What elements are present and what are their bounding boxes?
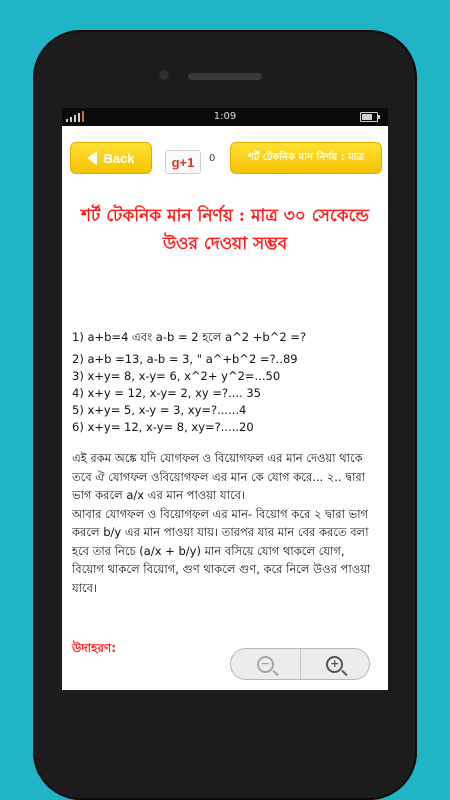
article-title: শর্ট টেকনিক মান নির্ণয় : মাত্র ৩০ সেকেন্ডে উওর দেওয়া সম্ভব xyxy=(80,206,370,254)
zoom-in-button[interactable] xyxy=(300,649,370,679)
screen xyxy=(62,108,388,690)
status-time: 1:09 xyxy=(213,111,237,122)
toolbar xyxy=(62,126,388,176)
back-label: Back xyxy=(103,150,135,166)
signal-icon xyxy=(66,111,84,122)
back-arrow-icon xyxy=(87,151,97,165)
back-button[interactable] xyxy=(70,142,152,174)
question-item: 5) x+y= 5, x-y = 3, xy=?......4 xyxy=(72,403,247,417)
zoom-out-icon: − xyxy=(257,656,274,673)
question-item: 6) x+y= 12, x-y= 8, xy=?.....20 xyxy=(72,420,254,434)
question-item: 4) x+y = 12, x-y= 2, xy =?.... 35 xyxy=(72,386,261,400)
zoom-control xyxy=(230,648,370,680)
gplus-count: 0 xyxy=(209,153,216,164)
explanation-paragraph-2: আবার যোগফল ও বিয়োগফল এর মান- বিয়োগ করে ২ দ্বারা ভাগ করলে b/y এর মান পাওয়া যায়। তারপর যার মান বের করতে বলা হবে তার নিচে (a/x + b/y) মান বসিয়ে যোগ থাকলে যোগ, বিয়োগ থাকলে বিয়োগ, গুণ থাকলে গুণ, করে নিলে উওর পাওয়া যাবে। xyxy=(72,506,371,595)
question-list xyxy=(72,329,388,436)
title-marquee: শর্ট টেকনিক মান নির্ণয় : মাত্র xyxy=(230,142,382,174)
camera-icon xyxy=(159,70,169,80)
zoom-in-icon: + xyxy=(326,656,343,673)
status-bar xyxy=(62,108,388,126)
article-content[interactable] xyxy=(62,176,388,690)
explanation-paragraph-1: এই রকম অঙ্কে যদি যোগফল ও বিয়োগফল এর মান দেওয়া থাকে তবে ঐ যোগফল ওবিয়োগফল এর মান কে যোগ করে... ২.. দ্বারা ভাগ করলে a/x এর মান পাওয়া যাবে। xyxy=(72,451,366,502)
question-item: 2) a+b =13, a-b = 3, " a^+b^2 =?..89 xyxy=(72,352,298,366)
battery-icon xyxy=(360,112,378,122)
example-heading: উদাহরণ: xyxy=(72,641,117,655)
question-item: 1) a+b=4 এবং a-b = 2 হলে a^2 +b^2 =? xyxy=(72,330,307,344)
question-item: 3) x+y= 8, x-y= 6, x^2+ y^2=...50 xyxy=(72,369,281,383)
gplus-button[interactable]: g+1 xyxy=(165,150,201,174)
zoom-out-button[interactable] xyxy=(231,649,300,679)
speaker-grille xyxy=(188,73,262,80)
